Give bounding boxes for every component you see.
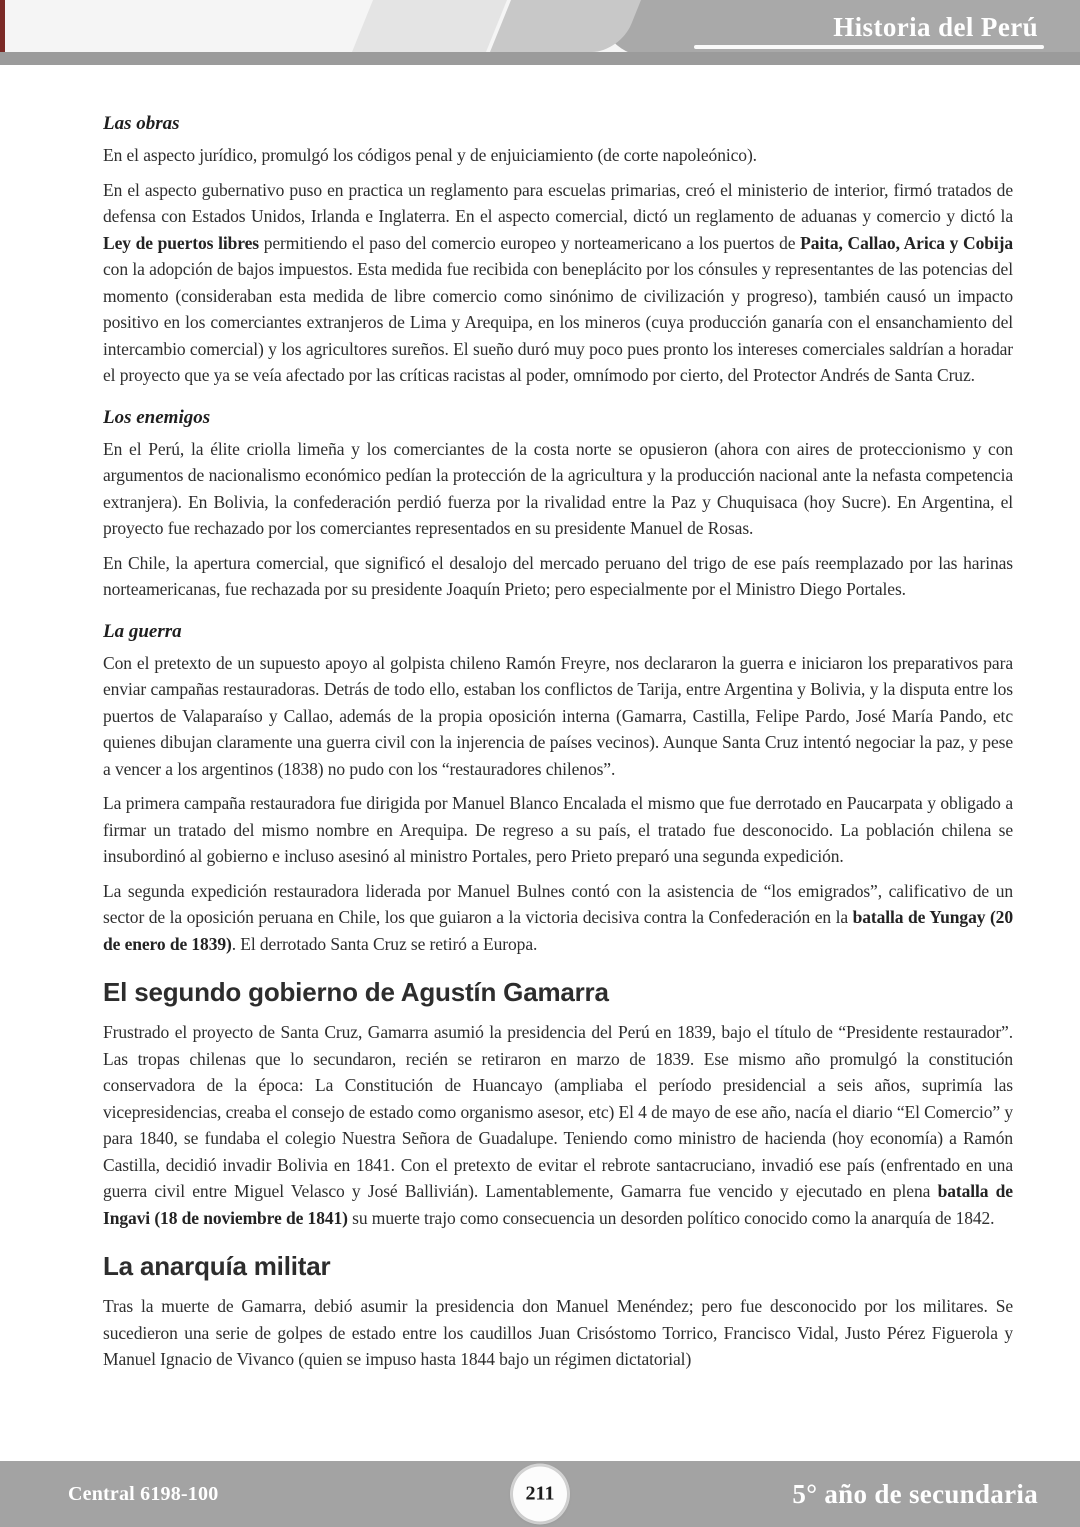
content: [103, 65, 1013, 1461]
section-heading: La anarquía militar: [103, 1251, 331, 1281]
paragraph: En el aspecto gubernativo puso en practica un reglamento para escuelas primarias, creó el ministerio de interior, firmó tratados de defensa con Estados Unidos, Irlanda e Inglaterra. En el aspecto comercial, dictó un reglamento de aduanas y comercio y dictó la Ley de puertos libres permitiendo el paso del comercio europeo y norteamericano a los puertos de Paita, Callao, Arica y Cobija con la adopción de bajos impuestos. Esta medida fue recibida con beneplácito por los cónsules y representantes de las potencias del momento (consideraban esta medida de libre comercio como sinónimo de civilización y progreso), también causó un impacto positivo en los comerciantes extranjeros de Lima y Arequipa, en los mineros (cuya producción ganaría con el ensanchamiento del intercambio comercial) y los agricultores sureños. El sueño duró muy poco pues pronto los intereses comerciales saldrían a horadar el proyecto que ya se veía afectado por las críticas racistas al poder, omnímodo por cierto, del Protector Andrés de Santa Cruz.: [103, 179, 1013, 385]
page-number: 211: [525, 1482, 555, 1505]
page-header: [0, 0, 1080, 65]
page-header-title: Historia del Perú: [833, 12, 1038, 42]
footer-phone: Central 6198-100: [68, 1482, 219, 1505]
section-heading: El segundo gobierno de Agustín Gamarra: [103, 977, 609, 1007]
paragraph: Con el pretexto de un supuesto apoyo al golpista chileno Ramón Freyre, nos declararon la guerra e iniciaron los preparativos para enviar campañas restauradoras. Detrás de todo ello, estaban los conflictos de Tarija, entre Argentina y Bolivia, y la disputa entre los puertos de Valaparaíso y Callao, además de la propia oposición interna (Gamarra, Castilla, Felipe Pardo, José María Pando, etc quienes dibujan claramente una guerra civil con la injerencia de países vecinos). Aunque Santa Cruz intentó negociar la paz, y pese a vencer a los argentinos (1838) no pudo con los “restauradores chilenos”.: [103, 652, 1013, 779]
subsection-heading: Las obras: [103, 113, 180, 134]
paragraph: La segunda expedición restauradora liderada por Manuel Bulnes contó con la asistencia de “los emigrados”, calificativo de un sector de la oposición peruana en Chile, los que guiaron a la victoria decisiva contra la Confederación en la batalla de Yungay (20 de enero de 1839). El derrotado Santa Cruz se retiró a Europa.: [103, 880, 1013, 954]
page-number-badge: [513, 1467, 567, 1522]
header-title-underline: [694, 45, 1044, 49]
page-footer: [0, 1461, 1080, 1527]
paragraph: En el aspecto jurídico, promulgó los códigos penal y de enjuiciamiento (de corte napoleónico).: [103, 145, 757, 165]
header-red-accent: [0, 0, 5, 52]
subsection-heading: Los enemigos: [103, 406, 211, 428]
paragraph: La primera campaña restauradora fue dirigida por Manuel Blanco Encalada el mismo que fue derrotado en Paucarpata y obligado a firmar un tratado del mismo nombre en Arequipa. De regreso a su país, el tratado fue desconocido. La población chilena se insubordinó al gobierno e incluso asesinó al ministro Portales, pero Prieto preparó una segunda expedición.: [103, 793, 1013, 866]
paragraph: En Chile, la apertura comercial, que significó el desalojo del mercado peruano del trigo de ese país reemplazado por las harinas norteamericanas, fue rechazada por su presidente Joaquín Prieto; pero especialmente por el Ministro Diego Portales.: [103, 552, 1013, 599]
paragraph: En el Perú, la élite criolla limeña y los comerciantes de la costa norte se opusieron (ahora con aires de proteccionismo y con argumentos de nacionalismo económico pedían la protección de la agricultura y la producción nacional ante la nefasta competencia extranjera). En Bolivia, la confederación perdió fuerza por la rivalidad entre la Paz y Chuquisaca (hoy Sucre). En Argentina, el proyecto fue rechazado por los comerciantes representados en su presidente Manuel de Rosas.: [103, 438, 1013, 538]
paragraph: Tras la muerte de Gamarra, debió asumir la presidencia don Manuel Menéndez; pero fue desconocido por los militares. Se sucedieron una serie de golpes de estado entre los caudillos Juan Crisóstomo Torrico, Francisco Vidal, Justo Pérez Figuerola y Manuel Ignacio de Vivanco (quien se impuso hasta 1844 bajo un régimen dictatorial): [103, 1296, 1013, 1369]
footer-grade: 5° año de secundaria: [792, 1478, 1038, 1509]
header-bottom-bar: [0, 52, 1080, 65]
paragraph: Frustrado el proyecto de Santa Cruz, Gamarra asumió la presidencia del Perú en 1839, bajo el título de “Presidente restaurador”. Las tropas chilenas que lo secundaron, recién se retiraron en marzo de 1839. Ese mismo año promulgó la constitución conservadora de la época: La Constitución de Huancayo (ampliaba el período presidencial a seis años, suprimía las vicepresidencias, creaba el consejo de estado como organismo asesor, etc) El 4 de mayo de ese año, nacía el diario “El Comercio” y para 1840, se fundaba el colegio Nuestra Señora de Guadalupe. Teniendo como ministro de hacienda (hoy economía) a Ramón Castilla, decidió invadir Bolivia en 1841. Con el pretexto de evitar el rebrote santacruciano, invadió ese país (enfrentado en una guerra civil entre Miguel Velasco y José Ballivián). Lamentablemente, Gamarra fue vencido y ejecutado en plena batalla de Ingavi (18 de noviembre de 1841) su muerte trajo como consecuencia un desorden político conocido como la anarquía de 1842.: [103, 1022, 1013, 1228]
subsection-heading: La guerra: [103, 620, 182, 642]
header-shape-light: [352, 0, 507, 52]
